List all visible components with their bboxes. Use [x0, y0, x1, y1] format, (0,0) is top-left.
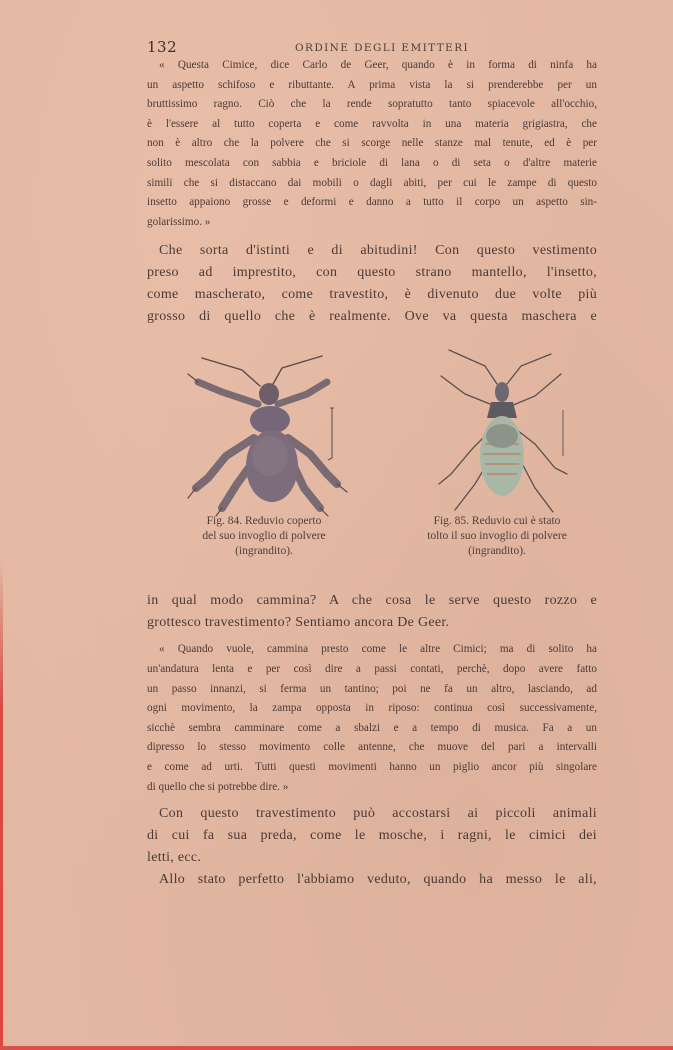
text-line: bruttissimo ragno. Ciò che la rende sopratutto tanto spiacevole all'occhio, — [147, 98, 597, 111]
figure-85 — [425, 344, 585, 519]
text-line: e come ad urti. Tutti questi movimenti hanno un piglio ancor più singolare — [147, 760, 597, 773]
text-line: golarissimo. » — [147, 215, 211, 228]
running-head — [147, 38, 597, 58]
paragraph-4 — [147, 869, 597, 891]
text-line: insetto appaiono grosse e deformi e danno a tutto il corpo un aspetto sin- — [147, 196, 597, 209]
page-edge-bottom — [0, 1046, 673, 1050]
text-line: solito mescolata con sabbia e briciole di lana o di seta o d'altre materie — [147, 156, 597, 169]
paragraph-2 — [147, 590, 597, 634]
figure-85-caption — [372, 514, 622, 559]
caption-line: (ingrandito). — [468, 545, 526, 558]
text-line: è l'essere al tutto coperta e come ravvolta in una materia grigiastra, che — [147, 117, 597, 130]
text-line: simili che si distaccano dai mobili o dagli abiti, per cui le zampe di questo — [147, 176, 597, 189]
paragraph-1 — [147, 240, 597, 328]
text-line: non è altro che la polvere che si scorge nelle stanze mal tenute, ed è per — [147, 137, 597, 150]
reduvius-covered-in-dust-illustration — [182, 348, 362, 518]
text-line: « Quando vuole, cammina presto come le altre Cimici; ma di solito ha — [159, 643, 597, 656]
text-line: in qual modo cammina? A che cosa le serve questo rozzo e — [147, 593, 597, 609]
caption-line: tolto il suo invoglio di polvere — [427, 530, 567, 543]
text-line: ogni movimento, la zampa opposta in riposo: continua così successivamente, — [147, 702, 597, 715]
text-line: un aspetto schifoso e ributtante. A prima vista la si prenderebbe per un — [147, 78, 597, 91]
text-line: un passo innanzi, si ferma un tantino; poi ne fa un altro, lasciando, ad — [147, 682, 597, 695]
text-line: un'andatura lenta e per così dire a passi contati, perchè, dopo avere fatto — [147, 662, 597, 675]
text-line: « Questa Cimice, dice Carlo de Geer, quando è in forma di ninfa ha — [159, 59, 597, 71]
caption-line: Fig. 85. Reduvio cui è stato — [433, 515, 561, 528]
caption-line: Fig. 84. Reduvio coperto — [206, 515, 322, 528]
text-line: Che sorta d'istinti e di abitudini! Con questo vestimento — [159, 243, 597, 259]
paragraph-3 — [147, 803, 597, 869]
text-line: di cui fa sua preda, come le mosche, i ragni, le cimici dei — [147, 828, 597, 844]
figure-84-caption — [139, 514, 389, 559]
text-line: dipresso lo stesso movimento colle antenne, che muove del pari a intervalli — [147, 741, 597, 754]
caption-line: del suo invoglio di polvere — [202, 530, 326, 543]
caption-line: (ingrandito). — [235, 545, 293, 558]
reduvius-without-dust-illustration — [425, 344, 585, 519]
text-line: di quello che si potrebbe dire. » — [147, 780, 289, 793]
text-line: preso ad imprestito, con questo strano mantello, l'insetto, — [147, 265, 597, 281]
running-title: ORDINE DEGLI EMITTERI — [295, 42, 470, 54]
quote-block-1 — [147, 56, 597, 232]
figure-84 — [182, 348, 362, 518]
text-line: grottesco travestimento? Sentiamo ancora De Geer. — [147, 615, 450, 631]
figures-row — [147, 334, 597, 584]
text-line: grosso di quello che è realmente. Ove va questa maschera e — [147, 309, 597, 325]
quote-block-2 — [147, 640, 597, 797]
page-edge-left — [0, 560, 3, 1050]
text-line: come mascherato, come travestito, è divenuto due volte più — [147, 287, 597, 303]
page-number: 132 — [147, 38, 178, 56]
text-line: sicchè sembra camminare come a sbalzi e a tempo di musica. Fa a un — [147, 721, 597, 734]
text-line: Con questo travestimento può accostarsi ai piccoli animali — [159, 806, 597, 822]
text-line: Allo stato perfetto l'abbiamo veduto, quando ha messo le ali, — [159, 872, 597, 888]
text-line: letti, ecc. — [147, 850, 202, 866]
book-page — [147, 38, 597, 891]
